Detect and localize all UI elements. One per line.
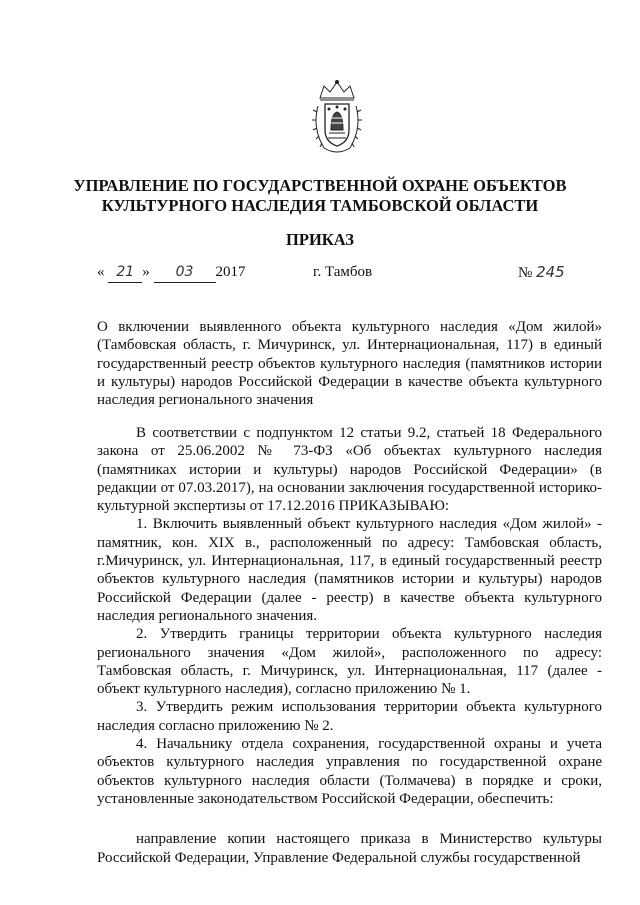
order-city: г. Тамбов (313, 264, 373, 280)
date-year: 2017 (215, 264, 246, 280)
item-2-paragraph: 2. Утвердить границы территории объекта культурного наследия регионального значения «Дом жилой», расположенного по адресу: Тамбовская область, г. Мичуринск, ул. Интернациональная, 117 (далее - объект культурного наследия), согласно приложению № 1. (97, 626, 602, 698)
quote-close: » (142, 264, 150, 280)
item-3-paragraph: 3. Утвердить режим использования территории объекта культурного наследия согласно приложению № 2. (97, 699, 602, 734)
date-month: 03 (154, 262, 216, 283)
item-4-subitem-paragraph: направление копии настоящего приказа в Министерство культуры Российской Федерации, Управление Федеральной службы государственной (97, 831, 602, 866)
order-subject: О включении выявленного объекта культурного наследия «Дом жилой» (Тамбовская область, г. Мичуринск, ул. Интернациональная, 117) в единый государственный реестр объектов культурного наследия (памятников истории и культуры) народов Российской Федерации в качестве объекта культурного наследия регионального значения (97, 319, 602, 409)
preamble-paragraph: В соответствии с подпунктом 12 статьи 9.2, статьей 18 Федерального закона от 25.06.2002 № 73-ФЗ «Об объектах культурного наследия (памятниках истории и культуры) народов Российской Федерации» (в редакции от 07.03.2017), на основании заключения государственной историко-культурной экспертизы от 17.12.2016 ПРИКАЗЫВАЮ: (97, 425, 602, 515)
quote-open: « (97, 264, 105, 280)
item-1-paragraph: 1. Включить выявленный объект культурного наследия «Дом жилой» - памятник, кон. XIX в., расположенный по адресу: Тамбовская область, г.Мичуринск, ул. Интернациональная, 117, в единый государственный реестр объектов культурного наследия (памятников истории и культуры) народов Российской Федерации (далее - реестр) в качестве объекта культурного наследия регионального значения. (97, 516, 602, 624)
date-day: 21 (108, 262, 142, 283)
item-4-paragraph: 4. Начальнику отдела сохранения, государственной охраны и учета объектов культурного наследия управления по государственной охране объектов культурного наследия области (Толмачева) в порядке и сроки, установленные законодательством Российской Федерации, обеспечить: (97, 736, 602, 807)
number-label: № (518, 265, 533, 281)
order-body (97, 424, 602, 867)
order-date (97, 262, 246, 283)
document-type-title: ПРИКАЗ (286, 230, 354, 249)
order-number (518, 262, 565, 283)
number-value: 245 (536, 263, 565, 281)
tambov-coat-of-arms-icon (310, 78, 364, 158)
agency-heading: УПРАВЛЕНИЕ ПО ГОСУДАРСТВЕННОЙ ОХРАНЕ ОБЪЕКТОВ КУЛЬТУРНОГО НАСЛЕДИЯ ТАМБОВСКОЙ ОБЛАСТИ (73, 176, 567, 215)
